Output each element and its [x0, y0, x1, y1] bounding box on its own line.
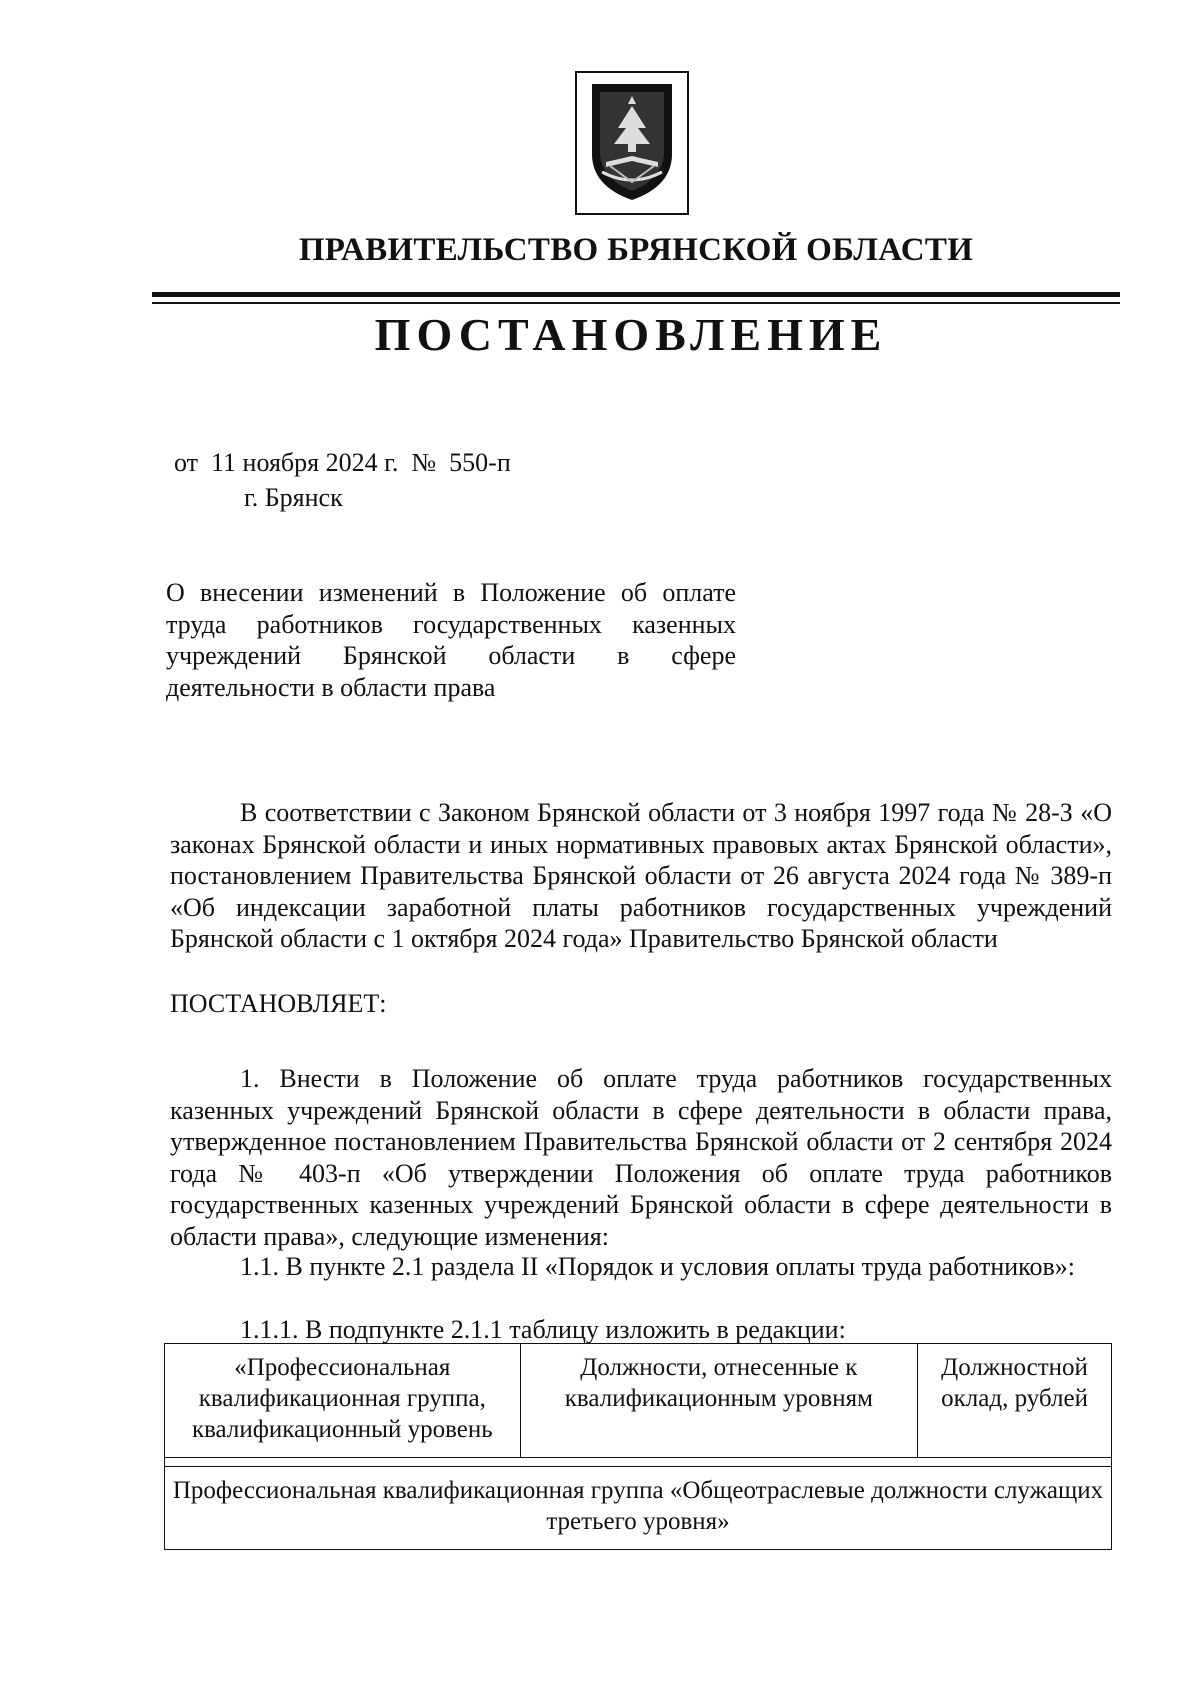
item-1-paragraph: 1. Внести в Положение об оплате труда работников государственных казенных учреждений Брянской области в сфере деятельности в области права, утвержденное постановлением Правительства Брянской области от 2 сентября 2024 года № 403-п «Об утверждении Положения об оплате труда работников государственных казенных учреждений Брянской области в сфере деятельности в области права», следующие изменения: — [170, 1064, 1112, 1251]
table-row — [165, 1467, 1112, 1550]
preamble-paragraph: В соответствии с Законом Брянской области от 3 ноября 1997 года № 28-З «О законах Брянской области и иных нормативных правовых актах Брянской области», постановлением Правительства Брянской области от 26 августа 2024 года № 389-п «Об индексации заработной платы работников государственных учреждений Брянской области с 1 октября 2024 года» Правительство Брянской области — [170, 798, 1112, 953]
document-subject: О внесении изменений в Положение об оплате труда работников государственных казенных учреждений Брянской области в сфере деятельности в области права — [166, 578, 736, 702]
organization-name: ПРАВИТЕЛЬСТВО БРЯНСКОЙ ОБЛАСТИ — [298, 232, 974, 268]
coat-of-arms-icon — [574, 70, 690, 216]
decree-word: ПОСТАНОВЛЯЕТ: — [170, 989, 387, 1018]
table-header-cell: «Профессиональная квалификационная группа, квалификационный уровень — [165, 1344, 521, 1458]
document-city: г. Брянск — [244, 483, 343, 512]
salary-table — [164, 1343, 1112, 1550]
document-type-title: ПОСТАНОВЛЕНИЕ — [374, 309, 888, 360]
table-header-row — [165, 1344, 1112, 1458]
item-1-1-paragraph: 1.1. В пункте 2.1 раздела II «Порядок и условия оплаты труда работников»: — [240, 1252, 1075, 1281]
header-divider-thick — [152, 292, 1120, 297]
table-header-cell: Должности, отнесенные к квалификационным уровням — [520, 1344, 917, 1458]
table-spacer-cell — [165, 1458, 1112, 1467]
item-1-1-1-paragraph: 1.1.1. В подпункте 2.1.1 таблицу изложить в редакции: — [240, 1315, 846, 1344]
header-divider-thin — [152, 302, 1120, 304]
table-header-cell: Должностной оклад, рублей — [918, 1344, 1112, 1458]
document-date-number: от 11 ноября 2024 г. № 550-п — [174, 448, 511, 477]
table-spacer-row — [165, 1458, 1112, 1467]
table-group-cell: Профессиональная квалификационная группа «Общеотраслевые должности служащих третьего уровня» — [165, 1467, 1112, 1550]
